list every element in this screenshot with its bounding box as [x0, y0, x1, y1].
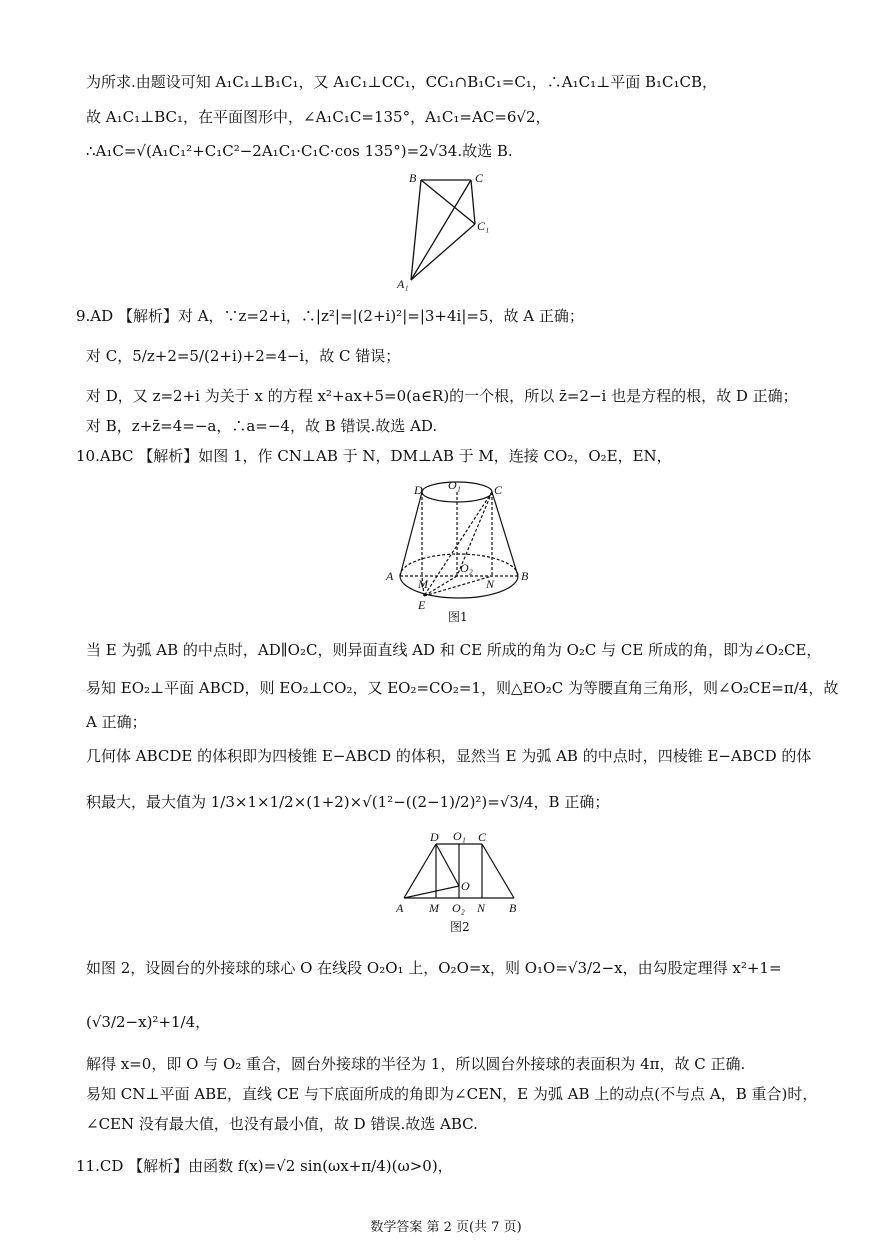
text-line-7: 对 B，z+z̄=4=−a，∴a=−4，故 B 错误.故选 AD.: [86, 417, 438, 435]
text-line-3: ∴A₁C=√(A₁C₁²+C₁C²−2A₁C₁·C₁C·cos 135°)=2√34.故选 B.: [86, 142, 513, 160]
label-B: B: [509, 901, 517, 915]
figure-1-frustum: [378, 472, 538, 612]
label-A: A: [386, 569, 394, 583]
label-N: N: [477, 901, 486, 915]
text-line-5: 对 C，5/z+2=5/(2+i)+2=4−i，故 C 错误；: [86, 347, 401, 365]
text-line-19: 11.CD 【解析】由函数 f(x)=√2 sin(ωx+π/4)(ω>0)，: [76, 1157, 453, 1175]
figure-1-caption: 图1: [448, 610, 468, 624]
label-D: D: [430, 830, 439, 844]
figure-quadrilateral: [395, 168, 495, 294]
label-O2: O₂: [460, 561, 473, 575]
text-line-15: (√3/2−x)²+1/4，: [86, 1013, 211, 1031]
text-line-4: 9.AD 【解析】对 A，∵z=2+i，∴|z²|=|(2+i)²|=|3+4i|=5，故 A 正确；: [76, 307, 584, 325]
figure-2-caption: 图2: [450, 920, 470, 934]
label-A: A: [396, 901, 404, 915]
label-E: E: [418, 598, 426, 612]
text-line-11: A 正确；: [86, 713, 147, 731]
figure-2-trapezoid: [394, 828, 522, 916]
label-C: C: [478, 830, 487, 844]
label-O1: O₁: [453, 829, 466, 843]
text-line-12: 几何体 ABCDE 的体积即为四棱锥 E−ABCD 的体积，显然当 E 为弧 AB 的中点时，四棱锥 E−ABCD 的体: [86, 747, 812, 765]
text-line-6: 对 D，又 z=2+i 为关于 x 的方程 x²+ax+5=0(a∈R)的一个根，所以 z̄=2−i 也是方程的根，故 D 正确；: [86, 387, 798, 405]
label-O2: O₂: [452, 901, 465, 915]
label-O1: O₁: [448, 478, 461, 492]
text-line-18: ∠CEN 没有最大值，也没有最小值，故 D 错误.故选 ABC.: [86, 1115, 478, 1133]
text-line-10: 易知 EO₂⊥平面 ABCD，则 EO₂⊥CO₂，又 EO₂=CO₂=1，则△EO₂C 为等腰直角三角形，则∠O₂CE=π/4，故: [86, 679, 839, 697]
text-line-8: 10.ABC 【解析】如图 1，作 CN⊥AB 于 N，DM⊥AB 于 M，连接 CO₂，O₂E，EN，: [76, 447, 672, 465]
label-O: O: [461, 879, 470, 893]
label-C: C: [494, 483, 503, 497]
text-line-9: 当 E 为弧 AB 的中点时，AD∥O₂C，则异面直线 AD 和 CE 所成的角为 O₂C 与 CE 所成的角，即为∠O₂CE，: [86, 641, 822, 659]
label-B: B: [521, 569, 529, 583]
label-C: C: [475, 171, 484, 185]
label-N: N: [486, 577, 495, 591]
text-line-2: 故 A₁C₁⊥BC₁，在平面图形中，∠A₁C₁C=135°，A₁C₁=AC=6√2，: [86, 108, 551, 126]
label-D: D: [414, 483, 423, 497]
text-line-1: 为所求.由题设可知 A₁C₁⊥B₁C₁，又 A₁C₁⊥CC₁，CC₁∩B₁C₁=C₁，∴A₁C₁⊥平面 B₁C₁CB，: [86, 73, 718, 91]
label-C1: C₁: [477, 219, 490, 233]
text-line-16: 解得 x=0，即 O 与 O₂ 重合，圆台外接球的半径为 1，所以圆台外接球的表面积为 4π，故 C 正确.: [86, 1055, 746, 1073]
page-footer: 数学答案 第 2 页(共 7 页): [370, 1220, 522, 1235]
text-line-13: 积最大，最大值为 1/3×1×1/2×(1+2)×√(1²−((2−1)/2)²)=√3/4，B 正确；: [86, 793, 610, 811]
text-line-14: 如图 2，设圆台的外接球的球心 O 在线段 O₂O₁ 上，O₂O=x，则 O₁O=√3/2−x，由勾股定理得 x²+1=: [86, 959, 782, 977]
text-line-17: 易知 CN⊥平面 ABE，直线 CE 与下底面所成的角即为∠CEN，E 为弧 AB 上的动点(不与点 A，B 重合)时，: [86, 1085, 818, 1103]
label-M: M: [429, 901, 439, 915]
label-B: B: [409, 171, 417, 185]
label-A1: A₁: [397, 277, 409, 291]
label-M: M: [418, 577, 428, 591]
